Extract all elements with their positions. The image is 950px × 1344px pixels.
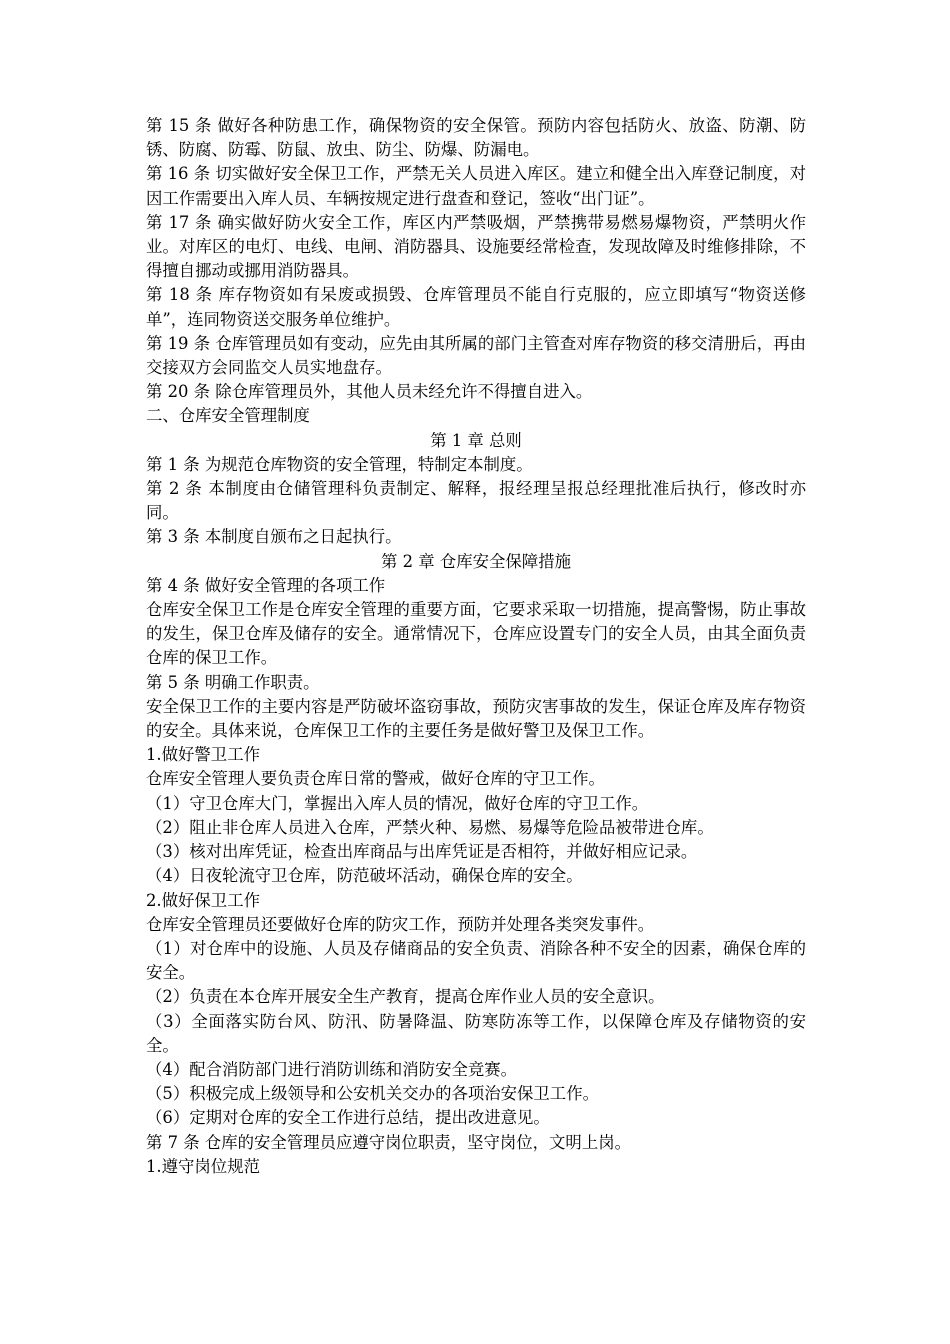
- paragraph: 安全保卫工作的主要内容是严防破坏盗窃事故，预防灾害事故的发生，保证仓库及库存物资的安全。具体来说，仓库保卫工作的主要任务是做好警卫及保卫工作。: [146, 696, 806, 741]
- paragraph: 第 17 条 确实做好防火安全工作，库区内严禁吸烟，严禁携带易燃易爆物资，严禁明火作业。对库区的电灯、电线、电闸、消防器具、设施要经常检查，发现故障及时维修排除，不得擅自挪动或挪用消防器具。: [146, 212, 806, 281]
- paragraph: （4）日夜轮流守卫仓库，防范破坏活动，确保仓库的安全。: [146, 866, 583, 886]
- paragraph: 1.遵守岗位规范: [146, 1156, 260, 1176]
- paragraph: （3）全面落实防台风、防汛、防暑降温、防寒防冻等工作，以保障仓库及存储物资的安全。: [146, 1011, 806, 1055]
- paragraph: 第 5 条 明确工作职责。: [146, 672, 320, 692]
- paragraph: 第 2 条 本制度由仓储管理科负责制定、解释，报经理呈报总经理批准后执行，修改时亦同。: [146, 479, 806, 523]
- paragraph: 第 18 条 库存物资如有呆废或损毁、仓库管理员不能自行克服的，应立即填写“物资送修单”，连同物资送交服务单位维护。: [146, 285, 806, 329]
- paragraph: 第 16 条 切实做好安全保卫工作，严禁无关人员进入库区。建立和健全出入库登记制度，对因工作需要出入库人员、车辆按规定进行盘查和登记，签收“出门证”。: [146, 164, 806, 208]
- paragraph: （3）核对出库凭证，检查出库商品与出库凭证是否相符，并做好相应记录。: [146, 842, 698, 862]
- paragraph: （1）守卫仓库大门，掌握出入库人员的情况，做好仓库的守卫工作。: [146, 793, 649, 813]
- paragraph: 仓库安全管理人要负责仓库日常的警戒，做好仓库的守卫工作。: [146, 769, 605, 789]
- paragraph: 第 15 条 做好各种防患工作，确保物资的安全保管。预防内容包括防火、放盗、防潮、防锈、防腐、防霉、防鼠、放虫、防尘、防爆、防漏电。: [146, 116, 806, 160]
- paragraph: （1）对仓库中的设施、人员及存储商品的安全负责、消除各种不安全的因素，确保仓库的安全。: [146, 938, 806, 983]
- paragraph: 2.做好保卫工作: [146, 890, 260, 910]
- paragraph: （2）阻止非仓库人员进入仓库，严禁火种、易燃、易爆等危险品被带进仓库。: [146, 817, 714, 837]
- paragraph: （5）积极完成上级领导和公安机关交办的各项治安保卫工作。: [146, 1084, 599, 1104]
- paragraph: 第 19 条 仓库管理员如有变动，应先由其所属的部门主管查对库存物资的移交清册后，再由交接双方会同监交人员实地盘存。: [146, 333, 806, 378]
- paragraph: 第 4 条 做好安全管理的各项工作: [146, 575, 386, 595]
- paragraph: 第 7 条 仓库的安全管理员应遵守岗位职责，坚守岗位，文明上岗。: [146, 1132, 631, 1152]
- paragraph: 第 20 条 除仓库管理员外，其他人员未经允许不得擅自进入。: [146, 382, 593, 402]
- paragraph: 二、仓库安全管理制度: [146, 406, 310, 426]
- paragraph: （2）负责在本仓库开展安全生产教育，提高仓库作业人员的安全意识。: [146, 987, 665, 1007]
- paragraph: （6）定期对仓库的安全工作进行总结，提出改进意见。: [146, 1108, 550, 1128]
- paragraph: 1.做好警卫工作: [146, 745, 260, 765]
- paragraph: 仓库安全保卫工作是仓库安全管理的重要方面，它要求采取一切措施，提高警惕，防止事故的发生，保卫仓库及储存的安全。通常情况下，仓库应设置专门的安全人员，由其全面负责仓库的保卫工作。: [146, 600, 806, 668]
- chapter-heading: 第 1 章 总则: [430, 430, 522, 450]
- chapter-heading: 第 2 章 仓库安全保障措施: [381, 551, 571, 571]
- paragraph: 第 3 条 本制度自颁布之日起执行。: [146, 527, 402, 547]
- document-body: [146, 114, 806, 1179]
- paragraph: （4）配合消防部门进行消防训练和消防安全竞赛。: [146, 1059, 518, 1079]
- paragraph: 仓库安全管理员还要做好仓库的防灾工作，预防并处理各类突发事件。: [146, 914, 655, 934]
- paragraph: 第 1 条 为规范仓库物资的安全管理，特制定本制度。: [146, 454, 533, 474]
